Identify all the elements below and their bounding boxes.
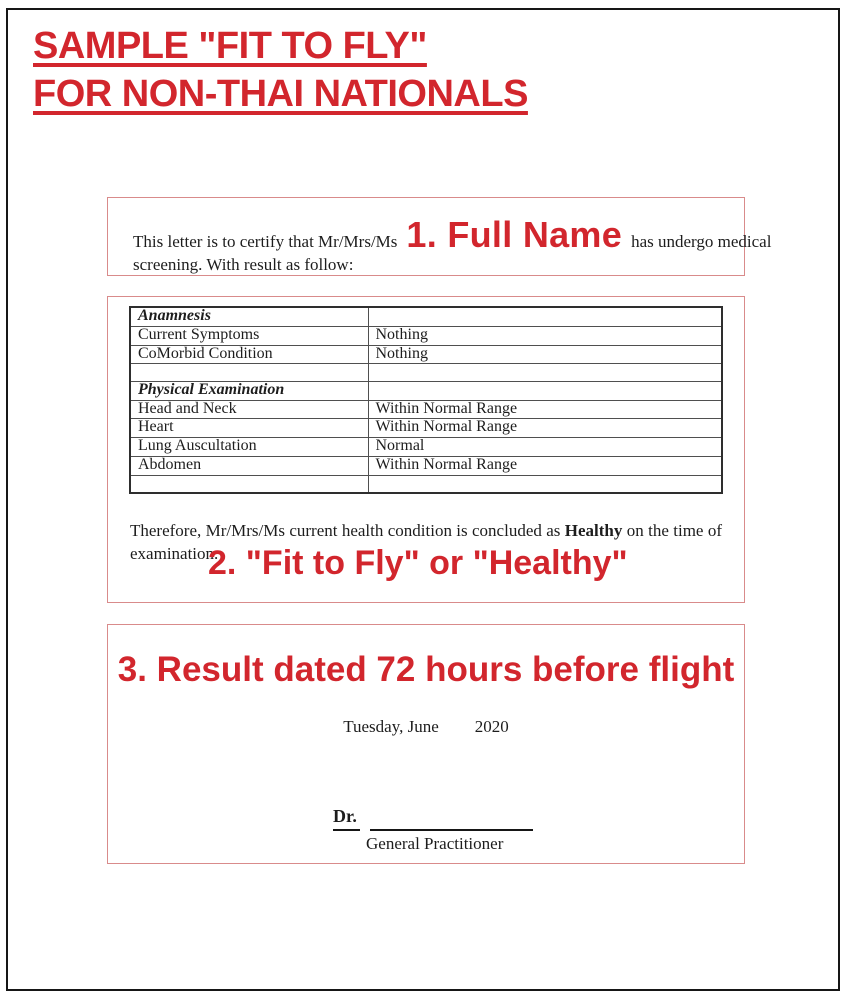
practitioner-role: General Practitioner bbox=[366, 833, 504, 853]
table-row bbox=[130, 381, 722, 400]
table-row bbox=[130, 364, 722, 382]
conclusion-line-1 bbox=[130, 519, 722, 542]
doctor-label: Dr. bbox=[333, 807, 360, 831]
table-cell-value: Within Normal Range bbox=[368, 457, 722, 476]
fit-to-fly-annotation: 2. "Fit to Fly" or "Healthy" bbox=[208, 544, 628, 582]
date-line bbox=[108, 717, 744, 737]
table-cell-label: Abdomen bbox=[130, 457, 368, 476]
full-name-annotation: 1. Full Name bbox=[406, 214, 623, 255]
table-cell-value: Within Normal Range bbox=[368, 400, 722, 419]
table-cell-value: Within Normal Range bbox=[368, 419, 722, 438]
table-cell-label: Anamnesis bbox=[130, 307, 368, 326]
table-cell-label: Head and Neck bbox=[130, 400, 368, 419]
table-row bbox=[130, 457, 722, 476]
certify-suffix-text: has undergo medical bbox=[631, 232, 772, 251]
table-cell-value bbox=[368, 475, 722, 493]
signature-row bbox=[333, 807, 533, 831]
title-line-1: SAMPLE "FIT TO FLY" bbox=[33, 25, 427, 67]
certify-line-2: screening. With result as follow: bbox=[133, 255, 354, 274]
signature-block bbox=[333, 807, 533, 854]
table-row bbox=[130, 475, 722, 493]
table-cell-label: Heart bbox=[130, 419, 368, 438]
signature-line bbox=[370, 809, 533, 831]
table-cell-label bbox=[130, 475, 368, 493]
certify-statement-box bbox=[107, 197, 772, 276]
certify-prefix-text: This letter is to certify that Mr/Mrs/Ms bbox=[133, 232, 398, 251]
result-date-annotation: 3. Result dated 72 hours before flight bbox=[117, 650, 735, 689]
table-row bbox=[130, 307, 722, 326]
date-signature-box bbox=[107, 624, 745, 864]
table-cell-value: Nothing bbox=[368, 345, 722, 364]
table-cell-label: CoMorbid Condition bbox=[130, 345, 368, 364]
table-row bbox=[130, 438, 722, 457]
table-cell-label: Physical Examination bbox=[130, 381, 368, 400]
table-cell-label bbox=[130, 364, 368, 382]
date-weekday-month: Tuesday, June bbox=[343, 717, 439, 737]
table-row bbox=[130, 326, 722, 345]
table-cell-label: Current Symptoms bbox=[130, 326, 368, 345]
conclusion-line-2: examination. bbox=[130, 544, 219, 563]
table-row bbox=[130, 345, 722, 364]
conclusion-healthy-bold: Healthy bbox=[564, 521, 623, 540]
table-cell-value bbox=[368, 364, 722, 382]
table-row bbox=[130, 419, 722, 438]
document-title bbox=[33, 22, 528, 118]
certify-line-1 bbox=[133, 214, 772, 255]
title-line-2: FOR NON-THAI NATIONALS bbox=[33, 73, 528, 115]
table-cell-value: Normal bbox=[368, 438, 722, 457]
table-cell-value: Nothing bbox=[368, 326, 722, 345]
date-year: 2020 bbox=[474, 717, 509, 737]
conclusion-text-part1: Therefore, Mr/Mrs/Ms current health condition is concluded as bbox=[130, 521, 561, 540]
table-row bbox=[130, 400, 722, 419]
examination-results-table bbox=[129, 306, 723, 494]
results-box bbox=[107, 296, 745, 603]
table-cell-label: Lung Auscultation bbox=[130, 438, 368, 457]
table-cell-value bbox=[368, 381, 722, 400]
conclusion-text-part2: on the time of bbox=[626, 521, 723, 540]
table-cell-value bbox=[368, 307, 722, 326]
